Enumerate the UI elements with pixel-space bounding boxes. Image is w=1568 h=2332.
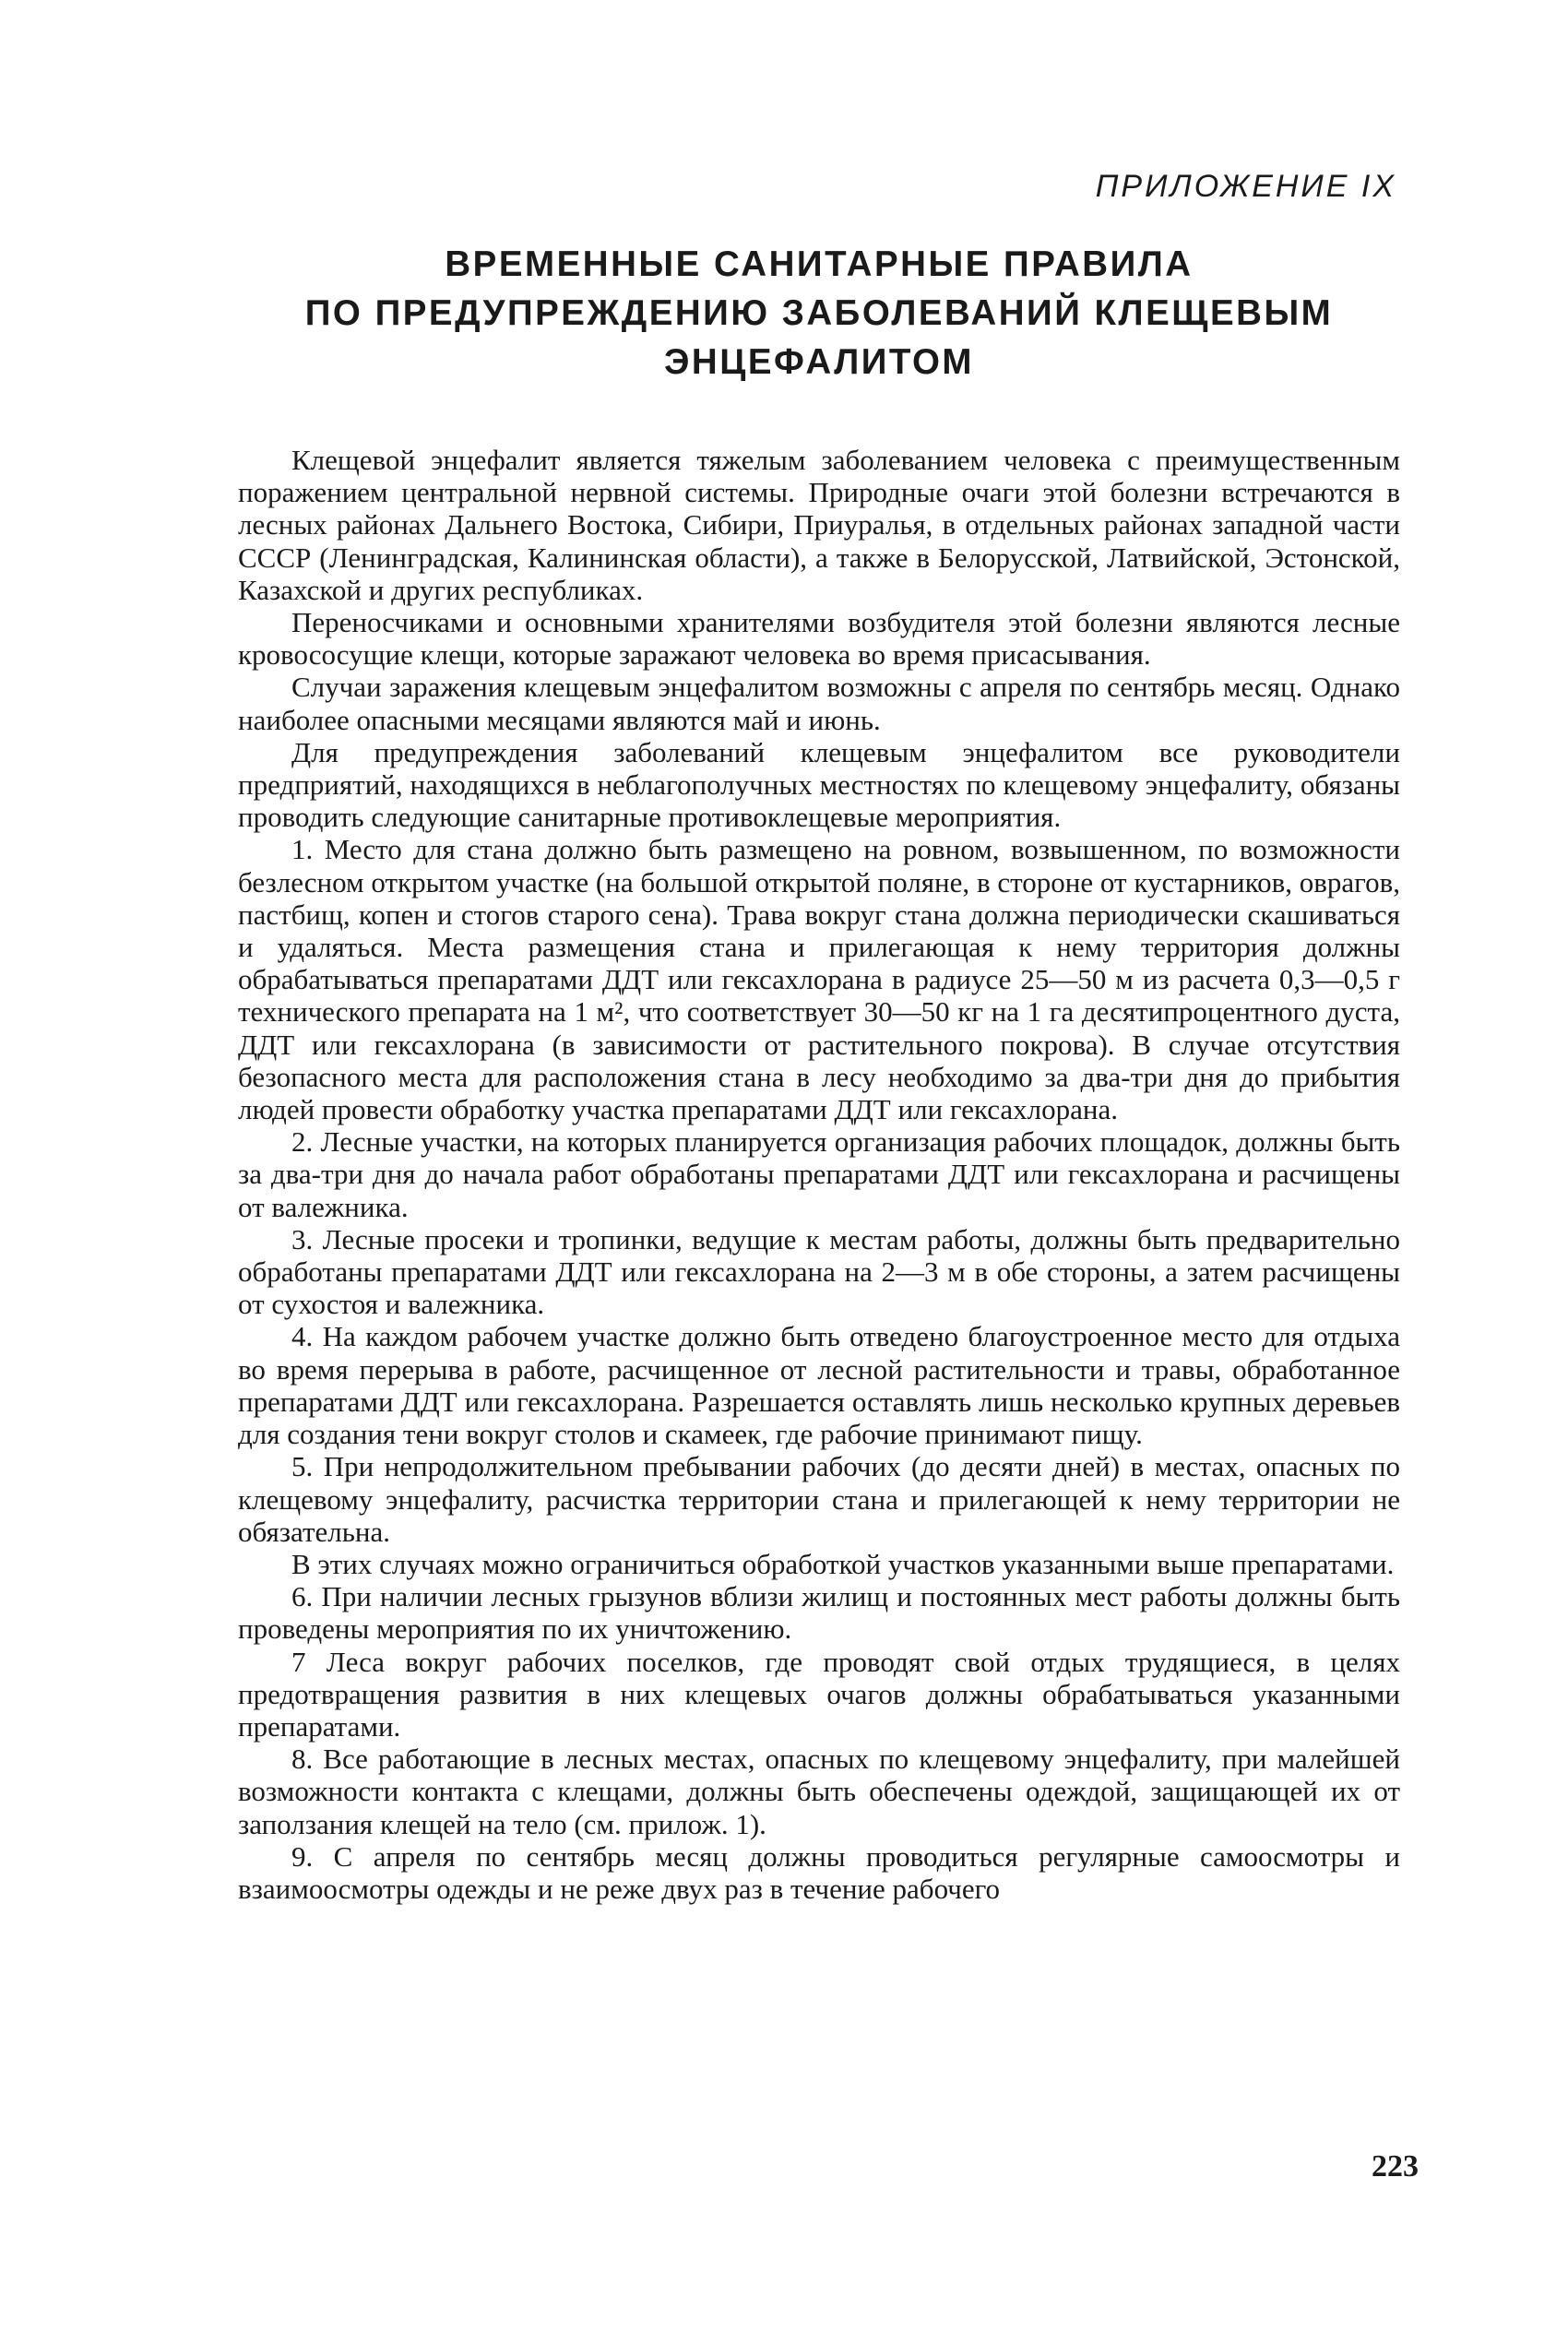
title-line: ПО ПРЕДУПРЕЖДЕНИЮ ЗАБОЛЕВАНИЙ КЛЕЩЕВЫМ [304, 293, 1334, 333]
paragraph-obligations: Для предупреждения заболеваний клещевым энцефалитом все руководители предприятий, находящихся в неблагополучных местностях по клещевому энцефалиту, обязаны проводить следующие санитарные противоклещевые мероприятия. [238, 735, 1400, 834]
rule-9: 9. С апреля по сентябрь месяц должны проводиться регулярные самоосмотры и взаимоосмотры одежды и не реже двух раз в течение рабочего [238, 1839, 1400, 1905]
rule-2: 2. Лесные участки, на которых планируется организация рабочих площадок, должны быть за два-три дня до начала работ обработаны препаратами ДДТ или гексахлорана и расчищены от валежника. [238, 1125, 1400, 1223]
rule-6: 6. При наличии лесных грызунов вблизи жилищ и постоянных мест работы должны быть проведены мероприятия по их уничтожению. [238, 1580, 1400, 1646]
paragraph-intro: Клещевой энцефалит является тяжелым заболеванием человека с преимущественным поражением центральной нервной системы. Природные очаги этой болезни встречаются в лесных районах Дальнего Востока, Сибири, Приуралья, в отдельных районах западной части СССР (Ленинградская, Калининская области), а также в Белорусской, Латвийской, Эстонской, Казахской и других республиках. [238, 444, 1400, 606]
appendix-label: ПРИЛОЖЕНИЕ IX [1095, 169, 1396, 204]
title-line: ВРЕМЕННЫЕ САНИТАРНЫЕ ПРАВИЛА [445, 244, 1194, 284]
rule-5-note: В этих случаях можно ограничиться обработкой участков указанными выше препаратами. [291, 1547, 1395, 1580]
rule-5: 5. При непродолжительном пребывании рабочих (до десяти дней) в местах, опасных по клещевому энцефалиту, расчистка территории стана и прилегающей к нему территории не обязательна. [238, 1450, 1400, 1548]
document-body [238, 444, 1400, 1905]
document-title [238, 240, 1400, 387]
paragraph-season: Случаи заражения клещевым энцефалитом возможны с апреля по сентябрь месяц. Однако наиболее опасными месяцами являются май и июнь. [238, 671, 1400, 736]
paragraph-carriers: Переносчиками и основными хранителями возбудителя этой болезни являются лесные кровососущие клещи, которые заражают человека во время присасывания. [238, 606, 1400, 672]
document-page [238, 166, 1400, 1905]
rule-4: 4. На каждом рабочем участке должно быть отведено благоустроенное место для отдыха во время перерыва в работе, расчищенное от лесной растительности и травы, обработанное препаратами ДДТ или гексахлорана. Разрешается оставлять лишь несколько крупных деревьев для создания тени вокруг столов и скамеек, где рабочие принимают пищу. [238, 1320, 1400, 1451]
rule-7: 7 Леса вокруг рабочих поселков, где проводят свой отдых трудящиеся, в целях предотвращения развития в них клещевых очагов должны обрабатываться указанными препаратами. [238, 1645, 1400, 1743]
title-line: ЭНЦЕФАЛИТОМ [664, 342, 974, 382]
rule-3: 3. Лесные просеки и тропинки, ведущие к местам работы, должны быть предварительно обработаны препаратами ДДТ или гексахлорана на 2—3 м в обе стороны, а затем расчищены от сухостоя и валежника. [238, 1222, 1400, 1321]
page-number: 223 [1372, 2149, 1419, 2183]
rule-1: 1. Место для стана должно быть размещено на ровном, возвышенном, по возможности безлесном открытом участке (на большой открытой поляне, в стороне от кустарников, оврагов, пастбищ, копен и стогов старого сена). Трава вокруг стана должна периодически скашиваться и удаляться. Места размещения стана и прилегающая к нему территория должны обрабатываться препаратами ДДТ или гексахлорана в радиусе 25—50 м из расчета 0,3—0,5 г технического препарата на 1 м², что соответствует 30—50 кг на 1 га десятипроцентного дуста, ДДТ или гексахлорана (в зависимости от растительного покрова). В случае отсутствия безопасного места для расположения стана в лесу необходимо за два-три дня до прибытия людей провести обработку участка препаратами ДДТ или гексахлорана. [238, 833, 1400, 1126]
rule-8: 8. Все работающие в лесных местах, опасных по клещевому энцефалиту, при малейшей возможности контакта с клещами, должны быть обеспечены одеждой, защищающей их от заползания клещей на тело (см. прилож. 1). [238, 1743, 1400, 1840]
